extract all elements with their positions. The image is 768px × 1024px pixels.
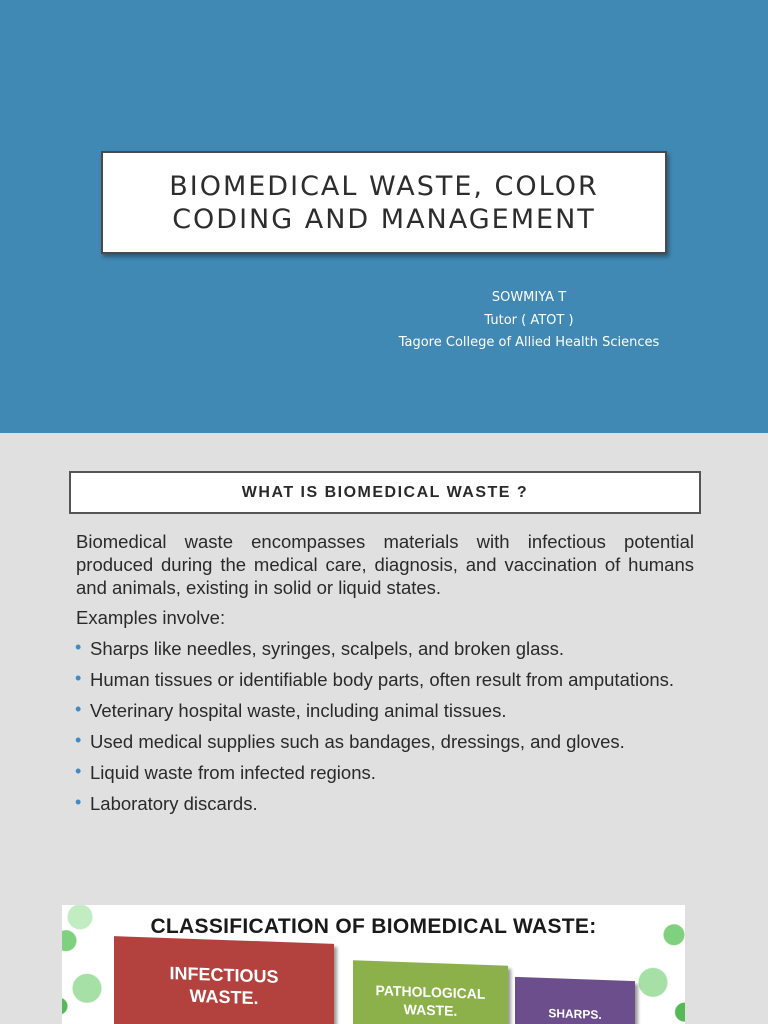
bullet-icon: • xyxy=(75,668,82,688)
classification-title: CLASSIFICATION OF BIOMEDICAL WASTE: xyxy=(150,915,597,938)
examples-label: Examples involve: xyxy=(76,607,226,628)
list-item: • Laboratory discards. xyxy=(75,792,258,814)
list-item: • Human tissues or identifiable body parts, often result from amputations. xyxy=(75,668,675,690)
definition-body xyxy=(76,530,694,823)
bullet-icon: • xyxy=(75,730,82,750)
examples-list xyxy=(76,637,694,815)
bullet-icon: • xyxy=(75,792,82,812)
classification-slide xyxy=(62,905,685,1024)
bullet-icon: • xyxy=(75,761,82,781)
list-item: • Veterinary hospital waste, including animal tissues. xyxy=(75,699,507,721)
author-institution: Tagore College of Allied Health Sciences xyxy=(398,335,660,350)
definition-paragraph: Biomedical waste encompasses materials with infectious potential produced during the medical care, diagnosis, and vaccination of humans and animals, existing in solid or liquid states. xyxy=(76,531,694,598)
definition-heading-box xyxy=(69,471,701,514)
title-slide xyxy=(0,0,768,433)
author-role: Tutor ( ATOT ) xyxy=(484,312,574,328)
list-item: • Sharps like needles, syringes, scalpels, and broken glass. xyxy=(75,637,565,659)
bullet-icon: • xyxy=(75,637,82,657)
presentation-title xyxy=(169,170,599,236)
infectious-waste-card: INFECTIOUS WASTE. xyxy=(114,936,334,1024)
author-block xyxy=(390,287,668,355)
bullet-icon: • xyxy=(75,699,82,719)
definition-slide xyxy=(0,433,768,893)
definition-heading: WHAT IS BIOMEDICAL WASTE ? xyxy=(241,483,529,501)
pathological-waste-card: PATHOLOGICAL WASTE. xyxy=(353,960,508,1024)
sharps-card: SHARPS. xyxy=(515,977,635,1024)
list-item: • Used medical supplies such as bandages, dressings, and gloves. xyxy=(75,730,625,752)
title-box xyxy=(101,151,667,254)
author-name: SOWMIYA T xyxy=(491,290,567,305)
title-line-1: BIOMEDICAL WASTE, COLOR xyxy=(169,170,599,202)
title-line-2: CODING AND MANAGEMENT xyxy=(172,203,596,235)
list-item: • Liquid waste from infected regions. xyxy=(75,761,376,783)
